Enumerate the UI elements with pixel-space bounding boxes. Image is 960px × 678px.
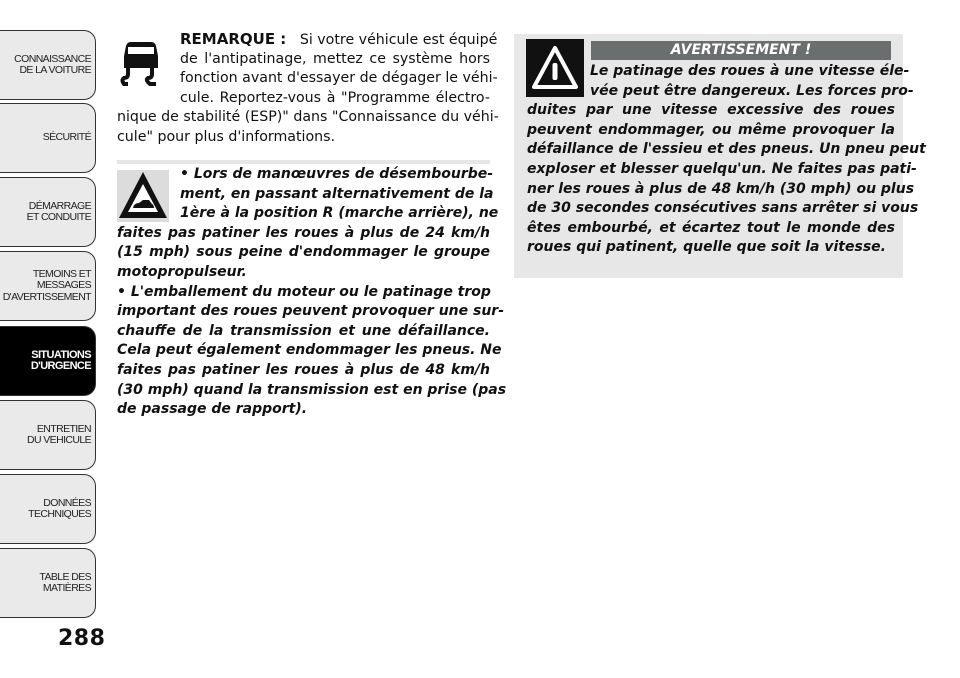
remark-line: nique de stabilité (ESP)" dans "Connaissance du véhi-: [117, 109, 499, 126]
remark-line: de l'antipatinage, mettez ce système hors: [180, 50, 490, 67]
tab-label: DONNÉES TECHNIQUES: [28, 496, 91, 520]
tab-table-matieres[interactable]: [0, 548, 96, 618]
remark-note: [117, 30, 499, 148]
warning-line: duites par une vitesse excessive des roues: [527, 102, 895, 119]
caution-line: Cela peut également endommager les pneus. Ne: [117, 342, 502, 359]
remark-line: cule" pour plus d'informations.: [117, 128, 336, 145]
caution-line: chauffe de la transmission et une défaillance.: [117, 322, 490, 339]
remark-line: Si votre véhicule est équipé: [299, 32, 498, 48]
caution-line: • Lors de manœuvres de désembourbe-: [180, 166, 494, 182]
warning-text: [527, 62, 926, 258]
remark-line: fonction avant d'essayer de dégager le véhi-: [180, 70, 498, 87]
tab-label: TEMOINS ET MESSAGES D'AVERTISSEMENT: [2, 267, 91, 303]
tab-label: TABLE DES MATIÈRES: [39, 570, 91, 594]
warning-line: êtes embourbé, et écartez tout le monde des: [527, 219, 895, 236]
tab-donnees-techniques[interactable]: [0, 474, 96, 544]
tab-label: SÉCURITÉ: [42, 131, 91, 144]
warning-line: de 30 secondes consécutives sans arrêter si vous: [527, 200, 919, 217]
caution-line: faites pas patiner les roues à plus de 48 km/h: [117, 361, 490, 378]
caution-line: important des roues peuvent provoquer une sur-: [117, 303, 505, 320]
warning-line: vée peut être dangereux. Les forces pro-: [590, 82, 914, 99]
tab-temoins-messages[interactable]: [0, 251, 96, 321]
caution-line: (30 mph) quand la transmission est en prise (pas: [117, 381, 507, 398]
caution-line: • L'emballement du moteur ou le patinage trop: [117, 283, 491, 300]
warning-line: défaillance de l'essieu et des pneus. Un pneu peut: [527, 141, 926, 158]
warning-line: peuvent endommager, ou même provoquer la: [527, 121, 895, 138]
warning-line: Le patinage des roues à une vitesse éle-: [590, 63, 910, 79]
tab-label: ENTRETIEN DU VEHICULE: [27, 422, 91, 446]
warning-box: [514, 34, 926, 278]
caution-line: 1ère à la position R (marche arrière), ne: [180, 205, 499, 222]
tab-securite[interactable]: [0, 103, 96, 173]
caution-line: (15 mph) sous peine d'endommager le groupe: [117, 244, 490, 261]
warning-line: roues qui patinent, quelle que soit la vitesse.: [527, 239, 886, 256]
remark-heading: REMARQUE :: [180, 30, 287, 48]
warning-title: AVERTISSEMENT !: [591, 41, 891, 60]
caution-line: faites pas patiner les roues à plus de 24 km/h: [117, 224, 490, 241]
caution-text: [117, 165, 507, 420]
remark-line: cule. Reportez-vous à "Programme électro-: [180, 89, 490, 106]
tab-demarrage-conduite[interactable]: [0, 177, 96, 247]
tab-label: CONNAISSANCE DE LA VOITURE: [14, 52, 91, 76]
tab-situations-urgence[interactable]: [0, 326, 96, 396]
tab-label: DÉMARRAGE ET CONDUITE: [26, 199, 91, 223]
caution-line: de passage de rapport).: [117, 401, 308, 418]
tab-connaissance-voiture[interactable]: [0, 30, 96, 100]
caution-line: ment, en passant alternativement de la: [180, 185, 494, 202]
caution-line: motopropulseur.: [117, 263, 247, 280]
tab-label: SITUATIONS D'URGENCE: [30, 348, 91, 372]
page-number: 288: [58, 626, 106, 651]
section-divider: [117, 160, 490, 164]
warning-line: exploser et blesser quelqu'un. Ne faites pas pati-: [527, 160, 917, 177]
warning-line: ner les roues à plus de 48 km/h (30 mph) ou plus: [527, 180, 915, 197]
tab-entretien-vehicule[interactable]: [0, 400, 96, 470]
